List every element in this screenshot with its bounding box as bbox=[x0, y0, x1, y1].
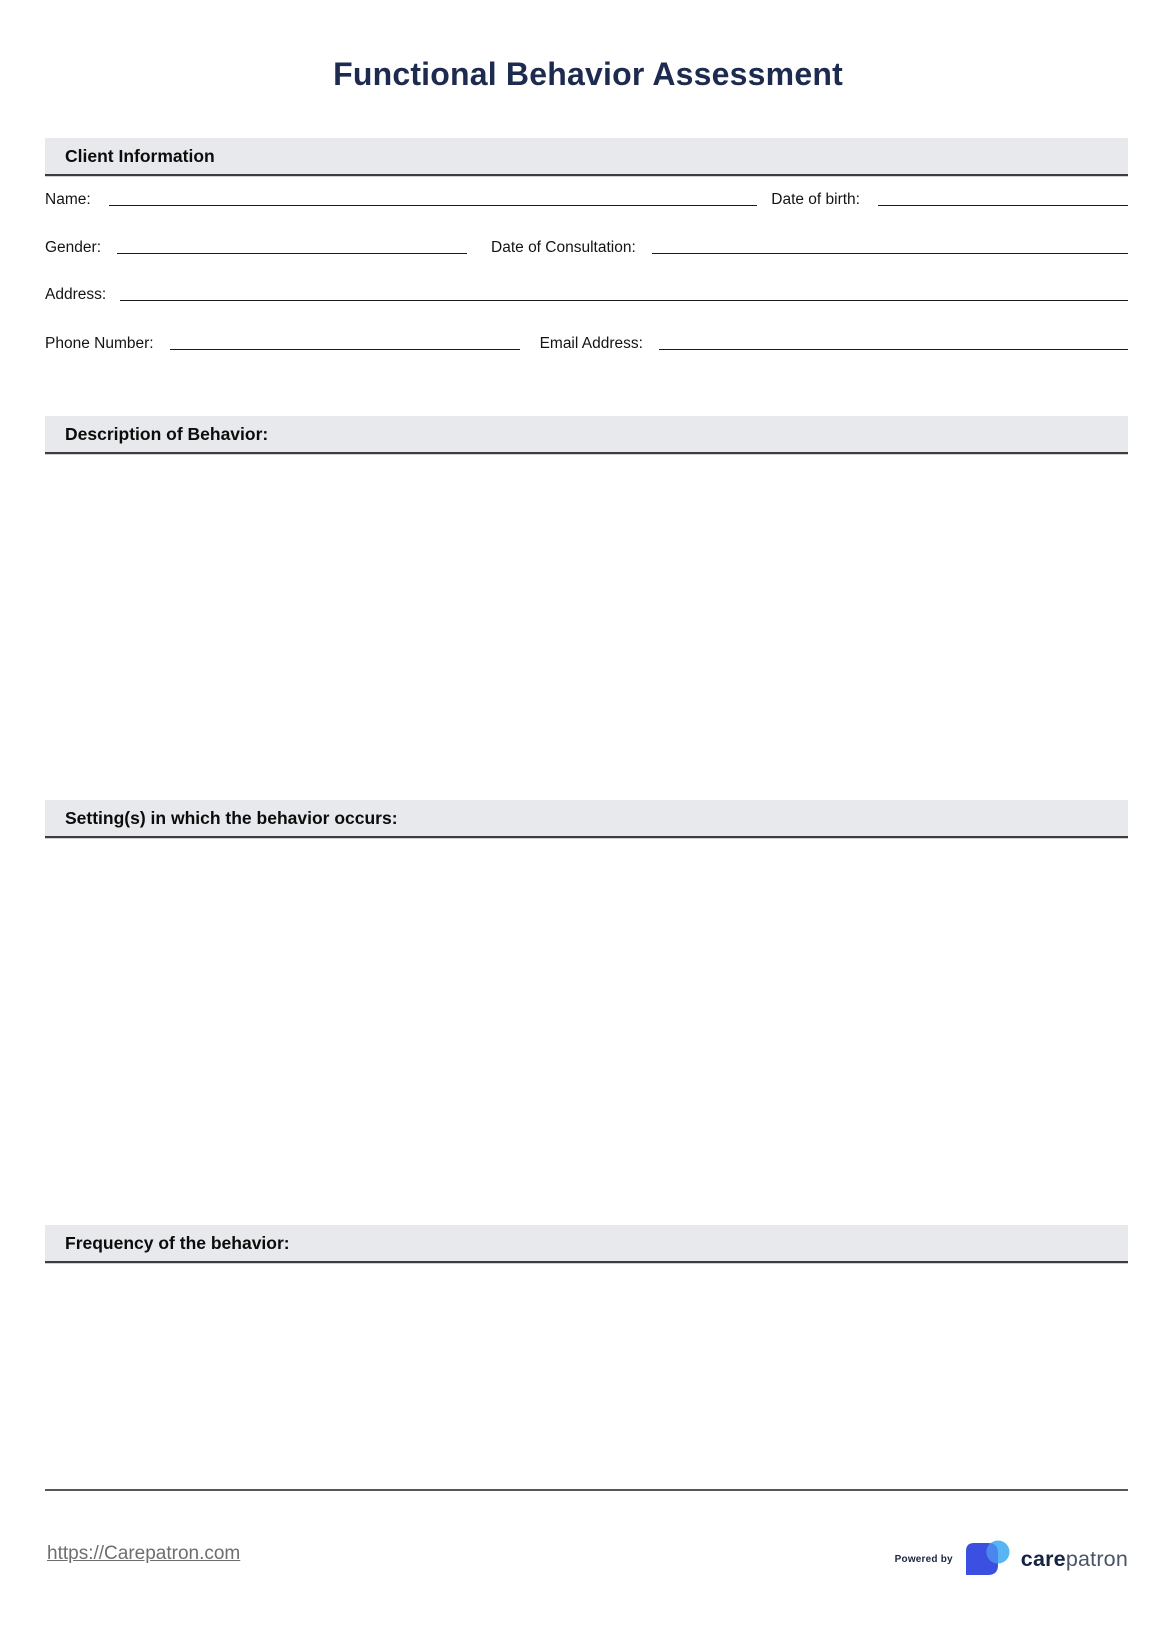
carepatron-wordmark: carepatron bbox=[1020, 1546, 1128, 1571]
footer-divider-line bbox=[45, 1489, 1128, 1491]
carepatron-logo-icon bbox=[964, 1539, 1010, 1579]
date-of-consultation-label: Date of Consultation: bbox=[491, 239, 636, 256]
name-label: Name: bbox=[45, 191, 91, 208]
phone-number-label: Phone Number: bbox=[45, 335, 154, 352]
address-label: Address: bbox=[45, 286, 107, 303]
section-heading-label: Frequency of the behavior: bbox=[65, 1232, 290, 1253]
section-header-settings bbox=[45, 800, 1128, 838]
carepatron-url-link[interactable]: https://Carepatron.com bbox=[47, 1543, 241, 1564]
name-field[interactable] bbox=[109, 204, 758, 206]
section-heading-label: Setting(s) in which the behavior occurs: bbox=[65, 807, 398, 828]
gender-field[interactable] bbox=[117, 252, 467, 254]
frequency-text-area[interactable] bbox=[45, 1267, 1128, 1487]
field-row-address bbox=[45, 282, 1128, 304]
description-of-behavior-text-area[interactable] bbox=[45, 456, 1128, 796]
date-of-consultation-field[interactable] bbox=[652, 252, 1128, 254]
date-of-birth-field[interactable] bbox=[878, 204, 1128, 206]
address-field[interactable] bbox=[120, 299, 1128, 301]
section-header-description-of-behavior bbox=[45, 416, 1128, 454]
section-header-frequency bbox=[45, 1225, 1128, 1263]
powered-by-carepatron-brand bbox=[895, 1538, 1128, 1580]
section-heading-label: Client Information bbox=[65, 145, 215, 166]
gender-label: Gender: bbox=[45, 239, 102, 256]
field-row-name-dob bbox=[45, 187, 1128, 209]
date-of-birth-label: Date of birth: bbox=[771, 191, 860, 208]
settings-text-area[interactable] bbox=[45, 840, 1128, 1220]
section-header-client-information bbox=[45, 138, 1128, 176]
email-address-field[interactable] bbox=[659, 348, 1128, 350]
field-row-phone-email bbox=[45, 331, 1128, 353]
email-address-label: Email Address: bbox=[539, 335, 643, 352]
page-title: Functional Behavior Assessment bbox=[333, 56, 843, 92]
field-row-gender-consultation bbox=[45, 235, 1128, 257]
powered-by-label: Powered by bbox=[894, 1553, 953, 1565]
phone-number-field[interactable] bbox=[170, 348, 520, 350]
section-heading-label: Description of Behavior: bbox=[65, 423, 269, 444]
